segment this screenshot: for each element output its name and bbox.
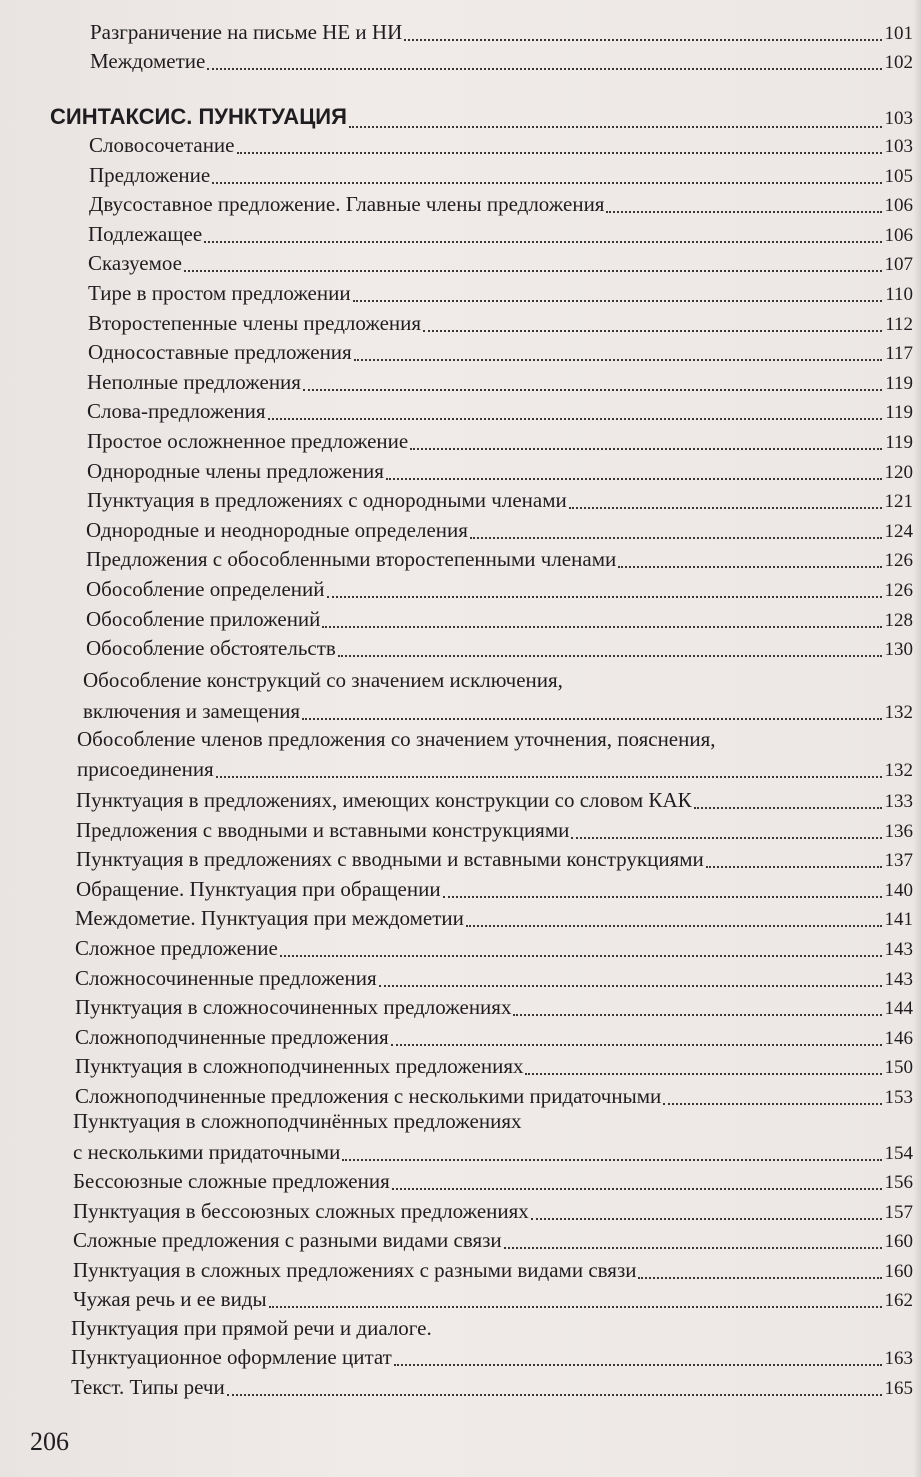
- toc-entry: [88, 309, 913, 339]
- leader-dots: [386, 478, 882, 480]
- toc-entry-line1: Обособление членов предложения со значением уточнения, пояснения,: [77, 727, 716, 751]
- toc-entry-label: Обращение. Пунктуация при обращении: [76, 876, 441, 901]
- toc-entry-label: Слова-предложения: [87, 399, 266, 424]
- leader-dots: [571, 837, 881, 839]
- leader-dots: [525, 1073, 881, 1075]
- toc-page-number: 132: [884, 760, 913, 781]
- toc-entry-label: Пунктуация в предложениях с вводными и вставными конструкциями: [76, 847, 704, 872]
- leader-dots: [184, 270, 882, 272]
- toc-page-number: 103: [884, 108, 913, 129]
- toc-entry-label: Сложное предложение: [75, 936, 278, 960]
- toc-page-number: 128: [884, 609, 913, 631]
- leader-dots: [207, 68, 881, 70]
- toc-entry-label: Обособление приложений: [86, 606, 321, 631]
- toc-entry-label: Предложение: [89, 162, 211, 187]
- leader-dots: [327, 596, 882, 598]
- toc-page-number: 112: [885, 313, 913, 335]
- toc-page-number: 150: [884, 1057, 913, 1079]
- leader-dots: [466, 925, 882, 927]
- toc-entry-label: Сказуемое: [88, 251, 182, 276]
- toc-page-number: 156: [884, 1172, 913, 1193]
- toc-entry: [86, 545, 913, 575]
- toc-entry: [73, 1167, 913, 1197]
- toc-entry-label: Пунктуационное оформление цитат: [71, 1345, 392, 1369]
- leader-dots: [216, 776, 882, 778]
- toc-entry: [86, 605, 913, 635]
- toc-entry: [73, 1285, 913, 1315]
- toc-entry-label: Предложения с обособленными второстепенными членами: [86, 547, 617, 572]
- toc-entry-label: Разграничение на письме НЕ и НИ: [90, 20, 403, 44]
- leader-dots: [212, 182, 881, 184]
- leader-dots: [638, 1277, 881, 1279]
- toc-entry: [86, 634, 913, 664]
- toc-page-number: 130: [884, 639, 913, 661]
- toc-entry-label: Междометие: [90, 49, 206, 73]
- leader-dots: [423, 330, 882, 332]
- toc-page-number: 121: [884, 491, 913, 513]
- toc-page-number: 144: [884, 998, 913, 1020]
- toc-entry: [73, 1138, 913, 1168]
- toc-entry-label: Предложения с вводными и вставными конструкциями: [76, 817, 570, 842]
- toc-entry-label: Сложноподчиненные предложения: [75, 1024, 389, 1049]
- toc-entry-label: Междометие. Пунктуация при междометии: [75, 906, 464, 931]
- toc-entry: [77, 755, 913, 785]
- toc-entry: [88, 279, 913, 309]
- leader-dots: [204, 241, 881, 243]
- toc-page-number: 160: [884, 1231, 913, 1253]
- toc-entry: [76, 875, 913, 905]
- toc-entry-label: с несколькими придаточными: [73, 1140, 341, 1164]
- toc-page-number: 117: [885, 343, 913, 365]
- leader-dots: [303, 389, 882, 391]
- toc-entry: [75, 993, 913, 1023]
- toc-entry-label: Сложносочиненные предложения: [75, 965, 377, 990]
- section-heading: [50, 102, 913, 134]
- toc-page-number: 126: [884, 580, 913, 601]
- toc-entry: [75, 934, 913, 964]
- toc-page-number: 153: [884, 1087, 913, 1108]
- toc-page-number: 160: [884, 1260, 913, 1282]
- leader-dots: [694, 807, 882, 809]
- toc-entry: [89, 190, 913, 220]
- toc-page-number: 143: [884, 968, 913, 990]
- toc-entry-label: Подлежащее: [88, 221, 203, 246]
- toc-entry: [87, 457, 913, 487]
- toc-page-number: 163: [884, 1348, 913, 1369]
- leader-dots: [322, 626, 881, 628]
- leader-dots: [706, 866, 882, 868]
- leader-dots: [618, 566, 881, 568]
- toc-entry-label: Односоставные предложения: [88, 340, 352, 365]
- toc-entry: [87, 397, 913, 427]
- toc-entry-label: Обособление определений: [86, 577, 325, 601]
- toc-page-number: 110: [885, 284, 913, 305]
- toc-page-number: 106: [884, 224, 913, 246]
- toc-entry: [73, 1197, 913, 1227]
- leader-dots: [391, 1044, 882, 1046]
- toc-entry-label: Обособление обстоятельств: [86, 636, 336, 661]
- leader-dots: [394, 1364, 882, 1366]
- leader-dots: [227, 1394, 882, 1396]
- leader-dots: [354, 359, 883, 361]
- leader-dots: [302, 718, 881, 720]
- leader-dots: [663, 1103, 881, 1105]
- leader-dots: [353, 300, 883, 302]
- toc-page-number: 105: [884, 165, 913, 187]
- toc-entry-label: Пунктуация в сложных предложениях с разными видами связи: [73, 1257, 637, 1282]
- leader-dots: [392, 1188, 882, 1190]
- toc-page-number: 107: [884, 254, 913, 276]
- toc-page-number: 140: [884, 879, 913, 901]
- leader-dots: [342, 1159, 881, 1161]
- toc-page-number: 157: [884, 1201, 913, 1223]
- toc-entry-label: Пунктуация в предложениях с однородными членами: [87, 488, 567, 513]
- section-title: СИНТАКСИС. ПУНКТУАЦИЯ: [50, 104, 347, 129]
- leader-dots: [443, 896, 882, 898]
- toc-entry-label: Простое осложненное предложение: [87, 429, 409, 453]
- leader-dots: [410, 448, 882, 450]
- toc-entry: [75, 904, 913, 934]
- page-folio-number: 206: [30, 1427, 69, 1456]
- leader-dots: [280, 955, 882, 957]
- leader-dots: [379, 985, 882, 987]
- toc-entry-label: включения и замещения: [83, 699, 301, 723]
- toc-page-number: 106: [884, 195, 913, 217]
- toc-entry: [73, 1226, 913, 1256]
- toc-entry-label: Неполные предложения: [87, 369, 301, 394]
- toc-entry: [73, 1256, 913, 1286]
- toc-entry: [88, 338, 913, 368]
- toc-page-number: 119: [885, 402, 913, 424]
- toc-entry: [71, 1343, 913, 1373]
- toc-page-number: 141: [884, 909, 913, 931]
- toc-page-number: 124: [884, 520, 913, 542]
- leader-dots: [569, 507, 882, 509]
- toc-entry-label: Однородные члены предложения: [87, 458, 384, 483]
- toc-entry-label: присоединения: [77, 757, 214, 781]
- toc-page-number: 154: [884, 1143, 913, 1164]
- leader-dots: [237, 152, 882, 154]
- toc-entry-label: Второстепенные члены предложения: [88, 310, 422, 335]
- toc-entry: [88, 220, 913, 250]
- toc-entry: [89, 131, 913, 161]
- toc-entry: [89, 161, 913, 191]
- toc-entry-label: Сложные предложения с разными видами связи: [73, 1228, 502, 1253]
- toc-entry-label: Чужая речь и ее виды: [73, 1287, 267, 1312]
- leader-dots: [268, 418, 883, 420]
- toc-entry: [87, 427, 913, 457]
- toc-page-number: 137: [884, 850, 913, 872]
- toc-page-number: 165: [884, 1378, 913, 1399]
- toc-entry: [83, 697, 913, 727]
- toc-entry-line1: Пунктуация в сложноподчинённых предложениях: [73, 1109, 522, 1133]
- toc-page-number: 101: [884, 23, 913, 44]
- leader-dots: [269, 1306, 882, 1308]
- toc-page-number: 133: [884, 791, 913, 812]
- toc-entry-label: Сложноподчиненные предложения с несколькими придаточными: [75, 1084, 662, 1108]
- toc-page-number: 103: [884, 136, 913, 157]
- toc-page-number: 119: [885, 372, 913, 394]
- toc-entry-label: Пунктуация в сложносочиненных предложениях: [75, 995, 512, 1020]
- toc-entry: [75, 1052, 913, 1082]
- toc-page-number: 146: [884, 1027, 913, 1049]
- toc-entry: [86, 516, 913, 546]
- toc-entry-label: Пунктуация в предложениях, имеющих конструкции со словом КАК: [76, 788, 692, 812]
- toc-entry-label: Пунктуация в бессоюзных сложных предложениях: [73, 1198, 529, 1223]
- page-edge-shadow: [913, 0, 921, 1477]
- toc-page-number: 143: [884, 939, 913, 960]
- toc-entry-label: Двусоставное предложение. Главные члены предложения: [89, 192, 605, 217]
- toc-page-number: 119: [885, 432, 913, 453]
- leader-dots: [504, 1247, 882, 1249]
- toc-entry: [88, 249, 913, 279]
- leader-dots: [404, 39, 881, 41]
- toc-entry-label: Пунктуация в сложноподчиненных предложениях: [75, 1054, 524, 1079]
- toc-entry: [86, 575, 913, 605]
- leader-dots: [349, 126, 882, 128]
- toc-entry: [87, 486, 913, 516]
- toc-entry: [90, 18, 913, 48]
- toc-entry: [76, 816, 913, 846]
- toc-entry-line1: Обособление конструкций со значением исключения,: [83, 668, 563, 692]
- toc-page-number: 132: [884, 702, 913, 723]
- toc-entry: [90, 47, 913, 77]
- leader-dots: [513, 1014, 881, 1016]
- toc-page-number: 120: [884, 461, 913, 483]
- toc-page-number: 162: [884, 1290, 913, 1312]
- toc-page-number: 126: [884, 550, 913, 572]
- toc-entry-label: Бессоюзные сложные предложения: [73, 1169, 390, 1193]
- toc-entry-line1: Пунктуация при прямой речи и диалоге.: [71, 1316, 432, 1340]
- leader-dots: [606, 211, 881, 213]
- leader-dots: [470, 537, 882, 539]
- toc-entry: [75, 1023, 913, 1053]
- leader-dots: [338, 655, 882, 657]
- toc-page-number: 102: [884, 52, 913, 73]
- toc-entry: [76, 845, 913, 875]
- toc-entry-label: Словосочетание: [89, 133, 235, 157]
- toc-entry: [76, 786, 913, 816]
- toc-entry: [71, 1373, 913, 1403]
- toc-entry-label: Текст. Типы речи: [71, 1375, 225, 1399]
- toc-entry: [75, 964, 913, 994]
- toc-entry-label: Однородные и неоднородные определения: [86, 517, 468, 542]
- toc-entry: [87, 368, 913, 398]
- toc-page-number: 136: [884, 820, 913, 842]
- toc-entry-label: Тире в простом предложении: [88, 281, 351, 305]
- leader-dots: [531, 1218, 882, 1220]
